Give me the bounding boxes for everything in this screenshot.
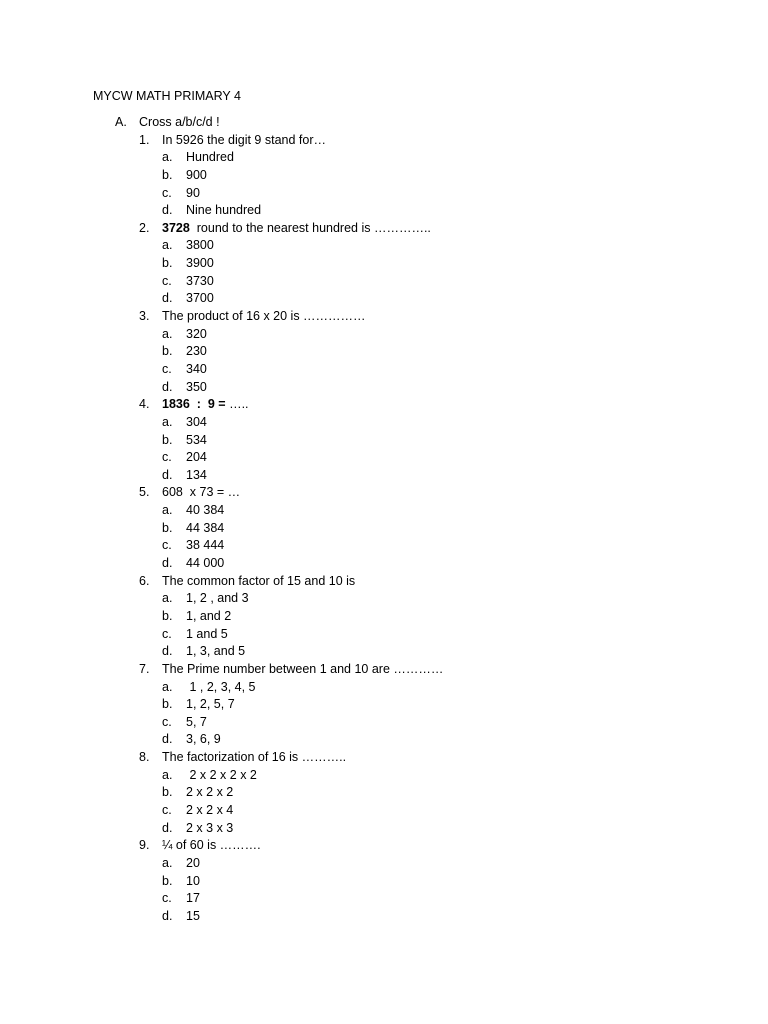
option-item[interactable] bbox=[0, 590, 768, 608]
option-item[interactable] bbox=[0, 237, 768, 255]
option-item[interactable] bbox=[0, 379, 768, 397]
option-letter: d. bbox=[162, 556, 173, 571]
question-text-part: 608 x 73 = … bbox=[162, 485, 241, 500]
question-bold-part: 1836 : 9 = bbox=[162, 397, 226, 412]
option-item[interactable] bbox=[0, 696, 768, 714]
question-number: 6. bbox=[139, 573, 150, 588]
question-text bbox=[162, 661, 443, 679]
section-a bbox=[0, 114, 768, 925]
option-letter: d. bbox=[162, 379, 173, 394]
question-text-part: ….. bbox=[225, 397, 249, 412]
option-letter: b. bbox=[162, 432, 173, 447]
option-item[interactable] bbox=[0, 185, 768, 203]
option-text: 2 x 2 x 2 bbox=[186, 785, 234, 800]
option-text: 10 bbox=[186, 873, 200, 888]
option-text: Nine hundred bbox=[186, 203, 262, 218]
question-number: 1. bbox=[139, 132, 150, 147]
option-letter: c. bbox=[162, 802, 172, 817]
option-text: 204 bbox=[186, 450, 207, 465]
option-item[interactable] bbox=[0, 432, 768, 450]
option-item[interactable] bbox=[0, 520, 768, 538]
question-number: 9. bbox=[139, 838, 150, 853]
question-text-part: The product of 16 x 20 is …………… bbox=[162, 309, 366, 324]
question-6 bbox=[0, 573, 768, 591]
option-letter: c. bbox=[162, 538, 172, 553]
option-text: 1, 2, 5, 7 bbox=[186, 697, 235, 712]
option-item[interactable] bbox=[0, 361, 768, 379]
option-text: 2 x 2 x 2 x 2 bbox=[186, 767, 257, 782]
option-letter: c. bbox=[162, 714, 172, 729]
option-text: 1, and 2 bbox=[186, 608, 232, 623]
question-7 bbox=[0, 661, 768, 679]
question-2 bbox=[0, 220, 768, 238]
option-item[interactable] bbox=[0, 467, 768, 485]
question-text bbox=[162, 573, 355, 591]
option-text: 44 000 bbox=[186, 556, 225, 571]
option-text: 15 bbox=[186, 908, 200, 923]
option-item[interactable] bbox=[0, 290, 768, 308]
option-item[interactable] bbox=[0, 255, 768, 273]
option-text: 90 bbox=[186, 185, 200, 200]
option-text: 1, 2 , and 3 bbox=[186, 591, 249, 606]
option-item[interactable] bbox=[0, 890, 768, 908]
option-letter: b. bbox=[162, 873, 173, 888]
option-item[interactable] bbox=[0, 555, 768, 573]
option-letter: a. bbox=[162, 855, 173, 870]
option-letter: b. bbox=[162, 167, 173, 182]
option-text: 38 444 bbox=[186, 538, 225, 553]
option-text: 230 bbox=[186, 344, 207, 359]
option-letter: c. bbox=[162, 273, 172, 288]
option-item[interactable] bbox=[0, 784, 768, 802]
option-text: 5, 7 bbox=[186, 714, 207, 729]
section-heading bbox=[0, 114, 768, 132]
option-item[interactable] bbox=[0, 167, 768, 185]
question-text-part: ¼ of 60 is ………. bbox=[162, 838, 261, 853]
question-3 bbox=[0, 308, 768, 326]
option-letter: c. bbox=[162, 361, 172, 376]
question-5 bbox=[0, 484, 768, 502]
question-number: 5. bbox=[139, 485, 150, 500]
option-text: 320 bbox=[186, 326, 207, 341]
option-item[interactable] bbox=[0, 149, 768, 167]
option-letter: a. bbox=[162, 238, 173, 253]
option-item[interactable] bbox=[0, 273, 768, 291]
option-letter: a. bbox=[162, 591, 173, 606]
option-letter: d. bbox=[162, 908, 173, 923]
option-text: 1 and 5 bbox=[186, 626, 228, 641]
option-letter: b. bbox=[162, 256, 173, 271]
section-instruction: Cross a/b/c/d ! bbox=[139, 115, 220, 129]
question-text-part: The factorization of 16 is ……….. bbox=[162, 750, 347, 765]
option-letter: a. bbox=[162, 326, 173, 341]
option-item[interactable] bbox=[0, 608, 768, 626]
question-number: 3. bbox=[139, 309, 150, 324]
option-text: 350 bbox=[186, 379, 207, 394]
option-letter: b. bbox=[162, 608, 173, 623]
option-letter: d. bbox=[162, 467, 173, 482]
option-text: 3, 6, 9 bbox=[186, 732, 221, 747]
option-letter: a. bbox=[162, 503, 173, 518]
question-4 bbox=[0, 396, 768, 414]
question-8 bbox=[0, 749, 768, 767]
option-item[interactable] bbox=[0, 679, 768, 697]
question-text bbox=[162, 837, 261, 855]
option-text: 900 bbox=[186, 167, 207, 182]
question-text bbox=[162, 396, 249, 414]
option-text: 3800 bbox=[186, 238, 214, 253]
option-item[interactable] bbox=[0, 731, 768, 749]
option-item[interactable] bbox=[0, 767, 768, 785]
option-letter: d. bbox=[162, 291, 173, 306]
option-letter: d. bbox=[162, 732, 173, 747]
option-text: 534 bbox=[186, 432, 207, 447]
option-text: 134 bbox=[186, 467, 207, 482]
option-letter: c. bbox=[162, 185, 172, 200]
option-item[interactable] bbox=[0, 855, 768, 873]
question-text bbox=[162, 484, 240, 502]
option-text: 1 , 2, 3, 4, 5 bbox=[186, 679, 256, 694]
option-letter: c. bbox=[162, 891, 172, 906]
option-item[interactable] bbox=[0, 449, 768, 467]
option-letter: d. bbox=[162, 820, 173, 835]
option-item[interactable] bbox=[0, 343, 768, 361]
option-text: 3900 bbox=[186, 256, 214, 271]
option-item[interactable] bbox=[0, 537, 768, 555]
option-letter: d. bbox=[162, 644, 173, 659]
question-number: 8. bbox=[139, 750, 150, 765]
option-text: 20 bbox=[186, 855, 200, 870]
option-item[interactable] bbox=[0, 643, 768, 661]
option-item[interactable] bbox=[0, 202, 768, 220]
option-letter: c. bbox=[162, 450, 172, 465]
option-letter: a. bbox=[162, 414, 173, 429]
option-item[interactable] bbox=[0, 873, 768, 891]
question-text bbox=[162, 749, 346, 767]
option-letter: a. bbox=[162, 150, 173, 165]
option-text: 40 384 bbox=[186, 503, 225, 518]
option-letter: a. bbox=[162, 679, 173, 694]
question-text bbox=[162, 308, 366, 326]
option-letter: b. bbox=[162, 520, 173, 535]
question-number: 2. bbox=[139, 220, 150, 235]
option-letter: d. bbox=[162, 203, 173, 218]
option-text: 2 x 3 x 3 bbox=[186, 820, 234, 835]
option-letter: b. bbox=[162, 344, 173, 359]
option-text: 3730 bbox=[186, 273, 214, 288]
section-marker: A. bbox=[115, 115, 127, 129]
option-item[interactable] bbox=[0, 820, 768, 838]
option-text: 17 bbox=[186, 891, 200, 906]
question-list bbox=[0, 132, 768, 926]
option-item[interactable] bbox=[0, 802, 768, 820]
question-text bbox=[162, 132, 326, 150]
option-text: 1, 3, and 5 bbox=[186, 644, 246, 659]
option-letter: c. bbox=[162, 626, 172, 641]
option-text: 304 bbox=[186, 414, 207, 429]
option-text: Hundred bbox=[186, 150, 234, 165]
question-text-part: The Prime number between 1 and 10 are ………… bbox=[162, 661, 444, 676]
option-item[interactable] bbox=[0, 714, 768, 732]
option-text: 3700 bbox=[186, 291, 214, 306]
option-item[interactable] bbox=[0, 908, 768, 926]
question-text-part: round to the nearest hundred is ………….. bbox=[189, 220, 431, 235]
question-bold-part: 3728 bbox=[162, 220, 190, 235]
option-item[interactable] bbox=[0, 626, 768, 644]
question-9 bbox=[0, 837, 768, 855]
option-text: 2 x 2 x 4 bbox=[186, 802, 234, 817]
option-item[interactable] bbox=[0, 502, 768, 520]
option-item[interactable] bbox=[0, 414, 768, 432]
option-text: 340 bbox=[186, 361, 207, 376]
option-text: 44 384 bbox=[186, 520, 225, 535]
option-letter: b. bbox=[162, 697, 173, 712]
option-letter: b. bbox=[162, 785, 173, 800]
option-letter: a. bbox=[162, 767, 173, 782]
question-number: 4. bbox=[139, 397, 150, 412]
question-text bbox=[162, 220, 431, 238]
question-number: 7. bbox=[139, 661, 150, 676]
document-title: MYCW MATH PRIMARY 4 bbox=[93, 89, 241, 103]
question-text-part: The common factor of 15 and 10 is bbox=[162, 573, 356, 588]
question-text-part: In 5926 the digit 9 stand for… bbox=[162, 132, 326, 147]
question-1 bbox=[0, 132, 768, 150]
option-item[interactable] bbox=[0, 326, 768, 344]
